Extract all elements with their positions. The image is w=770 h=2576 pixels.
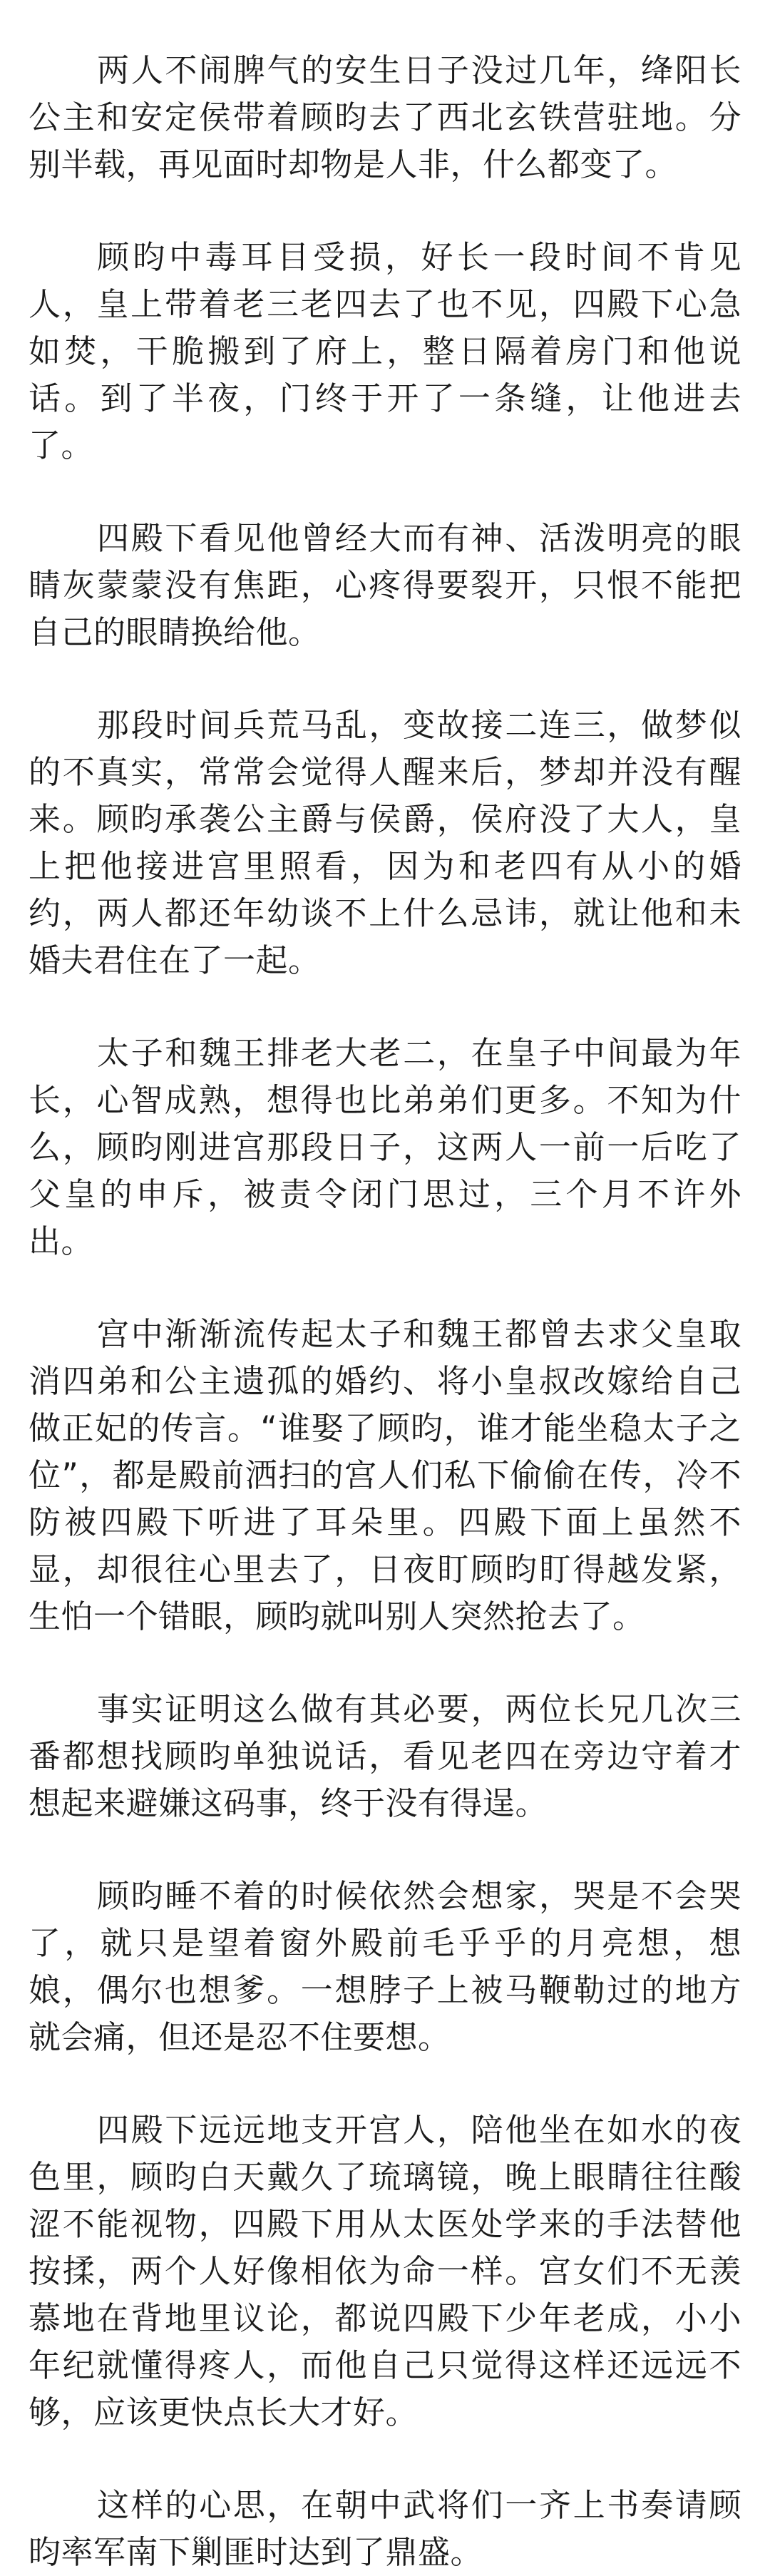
- paragraph: 这样的心思，在朝中武将们一齐上书奏请顾昀率军南下剿匪时达到了鼎盛。: [29, 2486, 741, 2571]
- paragraph: 事实证明这么做有其必要，两位长兄几次三番都想找顾昀单独说话，看见老四在旁边守着才想起来避嫌这码事，终于没有得逞。: [29, 1690, 741, 1822]
- paragraph: 顾昀睡不着的时候依然会想家，哭是不会哭了，就只是望着窗外殿前毛乎乎的月亮想，想娘，偶尔也想爹。一想脖子上被马鞭勒过的地方就会痛，但还是忍不住要想。: [29, 1877, 741, 2056]
- paragraph: 太子和魏王排老大老二，在皇子中间最为年长，心智成熟，想得也比弟弟们更多。不知为什么，顾昀刚进宫那段日子，这两人一前一后吃了父皇的申斥，被责令闭门思过，三个月不许外出。: [29, 1034, 741, 1260]
- paragraph: 宫中渐渐流传起太子和魏王都曾去求父皇取消四弟和公主遗孤的婚约、将小皇叔改嫁给自己做正妃的传言。“谁娶了顾昀，谁才能坐稳太子之位”，都是殿前洒扫的宫人们私下偷偷在传，冷不防被四殿下听进了耳朵里。四殿下面上虽然不显，却很往心里去了，日夜盯顾昀盯得越发紧，生怕一个错眼，顾昀就叫别人突然抢去了。: [29, 1315, 741, 1635]
- paragraph: 顾昀中毒耳目受损，好长一段时间不肯见人，皇上带着老三老四去了也不见，四殿下心急如焚，干脆搬到了府上，整日隔着房门和他说话。到了半夜，门终于开了一条缝，让他进去了。: [29, 238, 741, 464]
- paragraph: 四殿下远远地支开宫人，陪他坐在如水的夜色里，顾昀白天戴久了琉璃镜，晚上眼睛往往酸涩不能视物，四殿下用从太医处学来的手法替他按揉，两个人好像相依为命一样。宫女们不无羡慕地在背地里议论，都说四殿下少年老成，小小年纪就懂得疼人，而他自己只觉得这样还远远不够，应该更快点长大才好。: [29, 2111, 741, 2431]
- paragraph: 那段时间兵荒马乱，变故接二连三，做梦似的不真实，常常会觉得人醒来后，梦却并没有醒来。顾昀承袭公主爵与侯爵，侯府没了大人，皇上把他接进宫里照看，因为和老四有从小的婚约，两人都还年幼谈不上什么忌讳，就让他和未婚夫君住在了一起。: [29, 706, 741, 979]
- paragraph: 四殿下看见他曾经大而有神、活泼明亮的眼睛灰蒙蒙没有焦距，心疼得要裂开，只恨不能把自己的眼睛换给他。: [29, 519, 741, 651]
- paragraph: 两人不闹脾气的安生日子没过几年，绛阳长公主和安定侯带着顾昀去了西北玄铁营驻地。分别半载，再见面时却物是人非，什么都变了。: [29, 51, 741, 183]
